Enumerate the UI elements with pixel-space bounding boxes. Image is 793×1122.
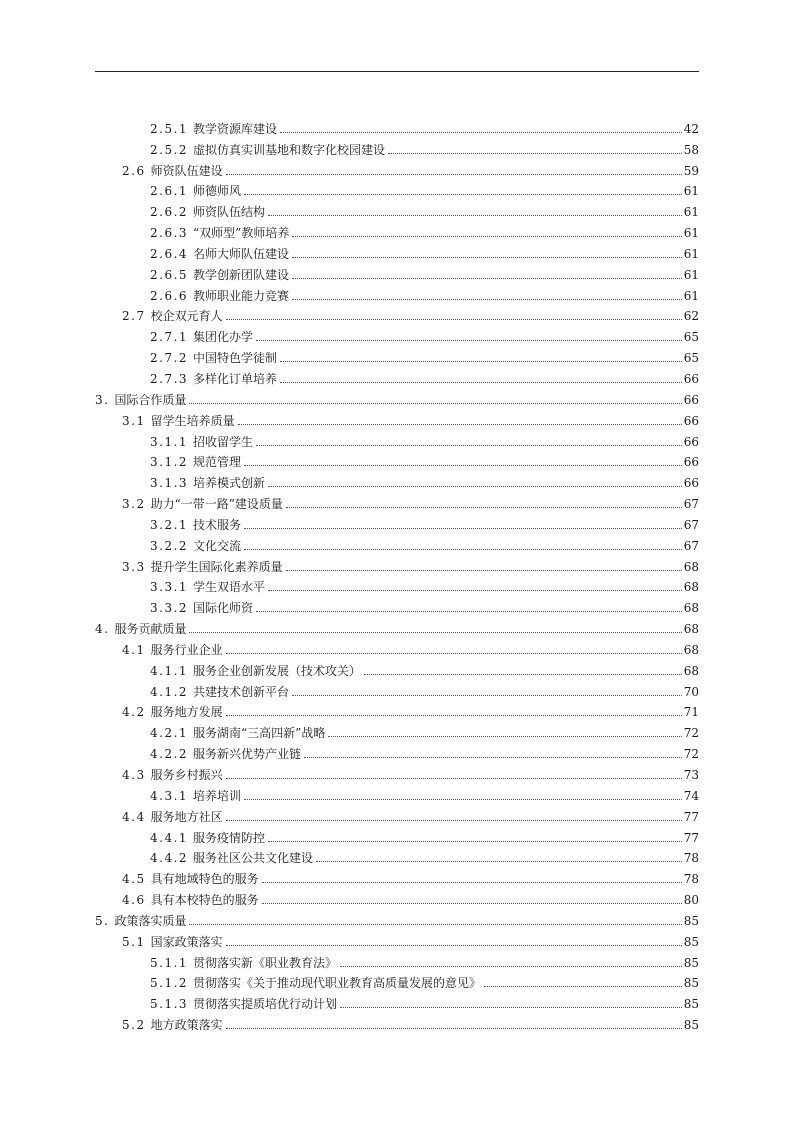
dot-leader (292, 299, 682, 300)
toc-entry[interactable] (95, 574, 699, 595)
toc-entry-text: 贯彻落实《关于推动现代职业教育高质量发展的意见》 (193, 976, 482, 991)
toc-entry-title (122, 705, 223, 719)
toc-entry-number: 5.1.1 (150, 955, 189, 970)
toc-entry-page: 85 (683, 1018, 699, 1033)
dot-leader (340, 1007, 682, 1008)
toc-entry[interactable] (95, 303, 699, 324)
toc-entry-page: 73 (683, 768, 699, 782)
toc-entry-number: 4.2.1 (150, 726, 189, 741)
toc-entry-page: 65 (683, 351, 699, 366)
toc-entry-title (150, 956, 337, 970)
toc-entry-text: 培养培训 (193, 788, 242, 803)
toc-entry-page: 68 (683, 663, 699, 678)
toc-entry-page: 78 (683, 851, 699, 866)
toc-entry-text: 教学创新团队建设 (193, 267, 290, 282)
toc-entry[interactable] (95, 845, 699, 866)
toc-entry-page: 68 (683, 622, 699, 637)
toc-entry-page: 61 (683, 226, 699, 241)
dot-leader (280, 382, 682, 383)
toc-entry-text: 培养模式创新 (193, 476, 266, 491)
toc-entry-text: 服务乡村振兴 (150, 768, 223, 782)
toc-entry-page: 70 (683, 684, 699, 699)
toc-entry-page: 61 (683, 205, 699, 220)
toc-entry-number: 5.1.3 (150, 997, 189, 1012)
toc-entry[interactable] (95, 824, 699, 845)
toc-entry-page: 74 (683, 788, 699, 803)
toc-entry-title (122, 768, 223, 782)
toc-entry-text: 虚拟仿真实训基地和数字化校园建设 (193, 142, 386, 157)
toc-entry[interactable] (95, 657, 699, 678)
toc-entry[interactable] (95, 344, 699, 365)
toc-entry-number: 3.2.1 (150, 517, 189, 532)
dot-leader (262, 903, 682, 904)
toc-entry-text: 多样化订单培养 (193, 371, 278, 386)
toc-entry-title (122, 414, 235, 428)
toc-entry[interactable] (95, 886, 699, 907)
toc-entry[interactable] (95, 865, 699, 886)
toc-entry-title (150, 372, 277, 386)
toc-entry-title (95, 393, 186, 407)
toc-entry-page: 61 (683, 267, 699, 282)
toc-entry[interactable] (95, 261, 699, 282)
toc-entry-title (150, 351, 277, 365)
toc-entry-page: 66 (683, 455, 699, 470)
toc-entry-text: 服务企业创新发展（技术攻关） (193, 663, 362, 678)
toc-entry-text: 具有地域特色的服务 (150, 872, 259, 887)
toc-entry-page: 85 (683, 913, 699, 928)
toc-entry-number: 4. (95, 622, 110, 637)
dot-leader (268, 590, 682, 591)
toc-entry-text: 中国特色学徒制 (193, 351, 278, 366)
dot-leader (226, 820, 682, 821)
toc-entry[interactable] (95, 615, 699, 636)
toc-entry-page: 66 (683, 371, 699, 386)
toc-entry-number: 4.6 (122, 893, 146, 908)
toc-entry-page: 58 (683, 142, 699, 157)
toc-entry-page: 42 (683, 121, 699, 136)
dot-leader (226, 1028, 682, 1029)
dot-leader (292, 257, 682, 258)
toc-entry-text: 服务地方发展 (150, 705, 223, 720)
toc-entry-number: 5.1 (122, 934, 146, 949)
toc-entry[interactable] (95, 761, 699, 782)
toc-entry[interactable] (95, 949, 699, 970)
toc-entry[interactable] (95, 532, 699, 553)
toc-entry[interactable] (95, 157, 699, 178)
toc-entry-number: 2.7.1 (150, 330, 189, 345)
toc-entry-number: 2.6.5 (150, 267, 189, 282)
toc-entry[interactable] (95, 990, 699, 1011)
toc-entry-number: 2.6.1 (150, 184, 189, 199)
dot-leader (244, 799, 682, 800)
toc-entry-text: 名师大师队伍建设 (193, 246, 290, 261)
toc-entry-title (150, 789, 241, 803)
toc-entry[interactable] (95, 699, 699, 720)
toc-entry-text: 服务新兴优势产业链 (193, 747, 302, 762)
toc-entry[interactable] (95, 803, 699, 824)
toc-entry-title (150, 143, 385, 157)
toc-entry-number: 4.5 (122, 872, 146, 887)
toc-entry[interactable] (95, 198, 699, 219)
toc-entry[interactable] (95, 428, 699, 449)
toc-entry-text: 贯彻落实提质培优行动计划 (193, 997, 338, 1012)
toc-entry-text: 服务行业企业 (150, 642, 223, 657)
toc-entry-number: 4.3 (122, 768, 146, 782)
toc-entry-number: 4.1 (122, 642, 146, 657)
dot-leader (226, 653, 682, 654)
toc-entry-title (150, 247, 289, 261)
toc-entry-page: 61 (683, 184, 699, 199)
toc-entry-number: 2.7.3 (150, 371, 189, 386)
toc-entry[interactable] (95, 782, 699, 803)
toc-entry-title (150, 747, 301, 761)
toc-entry-title (150, 226, 289, 240)
toc-entry[interactable] (95, 970, 699, 991)
toc-entry[interactable] (95, 386, 699, 407)
toc-entry-text: 提升学生国际化素养质量 (150, 559, 283, 574)
toc-entry-title (150, 539, 241, 553)
toc-entry-text: 校企双元育人 (150, 309, 223, 324)
toc-entry-title (122, 643, 223, 657)
toc-entry-text: 服务湖南“三高四新”战略 (193, 726, 326, 741)
toc-entry-text: 服务社区公共文化建设 (193, 851, 314, 866)
dot-leader (364, 674, 682, 675)
dot-leader (292, 278, 682, 279)
dot-leader (238, 424, 682, 425)
toc-entry[interactable] (95, 365, 699, 386)
toc-entry[interactable] (95, 928, 699, 949)
toc-entry-text: 国际合作质量 (114, 392, 187, 407)
toc-entry-number: 2.6 (122, 163, 146, 178)
toc-entry-title (150, 289, 289, 303)
toc-entry-title (122, 893, 259, 907)
toc-entry-text: 招收留学生 (193, 434, 254, 449)
dot-leader (292, 236, 681, 237)
toc-entry-text: 规范管理 (193, 455, 242, 470)
toc-entry-page: 61 (683, 288, 699, 303)
dot-leader (340, 966, 682, 967)
toc-entry-page: 66 (683, 392, 699, 407)
toc-entry-text: 服务贡献质量 (114, 622, 187, 637)
dot-leader (292, 695, 682, 696)
dot-leader (189, 924, 681, 925)
toc-entry-page: 77 (683, 809, 699, 824)
toc-entry-page: 67 (683, 517, 699, 532)
toc-entry[interactable] (95, 678, 699, 699)
toc-entry-text: 学生双语水平 (193, 580, 266, 595)
dot-leader (244, 549, 682, 550)
toc-entry-text: 服务疫情防控 (193, 830, 266, 845)
toc-entry-title (150, 580, 265, 594)
toc-entry-text: 留学生培养质量 (150, 413, 235, 428)
toc-entry[interactable] (95, 323, 699, 344)
toc-entry-number: 4.2.2 (150, 747, 189, 762)
toc-entry-page: 85 (683, 934, 699, 949)
toc-entry-title (122, 1018, 223, 1032)
dot-leader (256, 340, 682, 341)
toc-entry-text: 助力“一带一路”建设质量 (150, 497, 283, 512)
dot-leader (262, 882, 682, 883)
toc-entry-title (122, 560, 283, 574)
toc-entry-text: 教学资源库建设 (193, 121, 278, 136)
toc-entry-page: 66 (683, 413, 699, 428)
toc-entry-number: 4.4.1 (150, 830, 189, 845)
toc-entry-text: “双师型”教师培养 (193, 226, 290, 241)
toc-entry-title (150, 601, 253, 615)
dot-leader (484, 986, 682, 987)
toc-entry-number: 2.5.1 (150, 121, 189, 136)
toc-entry-page: 68 (683, 559, 699, 574)
toc-entry[interactable] (95, 282, 699, 303)
toc-entry-number: 4.4 (122, 809, 146, 824)
toc-entry[interactable] (95, 115, 699, 136)
toc-entry-page: 85 (683, 997, 699, 1012)
toc-entry[interactable] (95, 636, 699, 657)
toc-entry[interactable] (95, 740, 699, 761)
dot-leader (226, 715, 682, 716)
toc-entry-text: 师资队伍建设 (150, 163, 223, 178)
toc-entry-page: 85 (683, 955, 699, 970)
toc-entry-number: 3.1.3 (150, 476, 189, 491)
toc-entry[interactable] (95, 469, 699, 490)
dot-leader (268, 486, 682, 487)
toc-entry-page: 61 (683, 246, 699, 261)
dot-leader (280, 361, 682, 362)
toc-entry[interactable] (95, 219, 699, 240)
toc-entry-text: 文化交流 (193, 538, 242, 553)
toc-entry-number: 5.1.2 (150, 976, 189, 991)
dot-leader (286, 570, 682, 571)
toc-entry-page: 77 (683, 830, 699, 845)
toc-entry-title (95, 622, 186, 636)
toc-entry-page: 62 (683, 309, 699, 324)
toc-entry-page: 68 (683, 601, 699, 616)
toc-entry-text: 贯彻落实新《职业教育法》 (193, 955, 338, 970)
toc-entry-page: 59 (683, 163, 699, 178)
toc-entry-page: 68 (683, 642, 699, 657)
toc-entry-text: 服务地方社区 (150, 809, 223, 824)
toc-entry-text: 技术服务 (193, 517, 242, 532)
toc-entry-page: 66 (683, 434, 699, 449)
toc-entry-page: 72 (683, 747, 699, 762)
toc-entry-text: 国际化师资 (193, 601, 254, 616)
toc-entry-number: 2.7 (122, 309, 146, 324)
dot-leader (256, 611, 682, 612)
dot-leader (189, 632, 681, 633)
toc-entry-title (122, 935, 223, 949)
toc-entry-number: 5.2 (122, 1018, 146, 1033)
toc-entry-number: 2.6.4 (150, 246, 189, 261)
toc-entry-title (150, 184, 241, 198)
table-of-contents (95, 115, 699, 1032)
toc-entry-number: 2.7.2 (150, 351, 189, 366)
dot-leader (268, 841, 682, 842)
toc-entry-number: 2.5.2 (150, 142, 189, 157)
toc-entry-text: 政策落实质量 (114, 913, 187, 928)
dot-leader (268, 215, 682, 216)
toc-entry-text: 地方政策落实 (150, 1018, 223, 1033)
toc-entry-number: 3.1.1 (150, 434, 189, 449)
toc-entry-title (150, 205, 265, 219)
toc-entry-number: 4.4.2 (150, 851, 189, 866)
dot-leader (328, 736, 681, 737)
toc-entry-page: 80 (683, 893, 699, 908)
toc-entry[interactable] (95, 136, 699, 157)
dot-leader (189, 403, 681, 404)
toc-entry-number: 3.2 (122, 497, 146, 512)
dot-leader (280, 132, 682, 133)
toc-entry-title (150, 330, 253, 344)
toc-entry-number: 4.1.2 (150, 684, 189, 699)
toc-entry-title (122, 164, 223, 178)
toc-entry-text: 教师职业能力竞赛 (193, 288, 290, 303)
dot-leader (226, 174, 682, 175)
header-rule (95, 71, 699, 72)
toc-entry[interactable] (95, 178, 699, 199)
toc-entry-text: 师德师风 (193, 184, 242, 199)
toc-entry[interactable] (95, 449, 699, 470)
toc-entry-title (95, 914, 186, 928)
toc-entry-page: 67 (683, 497, 699, 512)
dot-leader (226, 319, 682, 320)
toc-entry-title (150, 976, 481, 990)
dot-leader (316, 861, 682, 862)
toc-entry-page: 68 (683, 580, 699, 595)
toc-entry-title (150, 476, 265, 490)
toc-entry-text: 具有本校特色的服务 (150, 893, 259, 908)
toc-entry-title (150, 726, 325, 740)
toc-entry-title (122, 309, 223, 323)
toc-entry-number: 3.3.2 (150, 601, 189, 616)
toc-entry-title (150, 268, 289, 282)
toc-entry-title (150, 518, 241, 532)
toc-entry-title (150, 435, 253, 449)
toc-entry-title (150, 664, 361, 678)
toc-entry-page: 67 (683, 538, 699, 553)
toc-entry-page: 66 (683, 476, 699, 491)
toc-entry-number: 5. (95, 913, 110, 928)
toc-entry-page: 65 (683, 330, 699, 345)
toc-entry[interactable] (95, 1011, 699, 1032)
dot-leader (226, 945, 682, 946)
toc-entry-number: 2.6.2 (150, 205, 189, 220)
dot-leader (244, 528, 682, 529)
toc-entry[interactable] (95, 594, 699, 615)
toc-entry-page: 71 (683, 705, 699, 720)
toc-entry-number: 3.3.1 (150, 580, 189, 595)
toc-entry-number: 3.2.2 (150, 538, 189, 553)
dot-leader (244, 194, 682, 195)
toc-entry-title (150, 997, 337, 1011)
dot-leader (226, 778, 682, 779)
toc-entry-number: 4.2 (122, 705, 146, 720)
toc-entry-title (150, 831, 265, 845)
toc-entry[interactable] (95, 490, 699, 511)
dot-leader (388, 153, 682, 154)
toc-entry-number: 3. (95, 392, 110, 407)
toc-entry-number: 3.1.2 (150, 455, 189, 470)
toc-entry-page: 72 (683, 726, 699, 741)
toc-entry-text: 共建技术创新平台 (193, 684, 290, 699)
dot-leader (256, 445, 682, 446)
toc-entry-text: 师资队伍结构 (193, 205, 266, 220)
toc-entry-number: 3.3 (122, 559, 146, 574)
toc-entry-number: 4.1.1 (150, 663, 189, 678)
dot-leader (244, 465, 682, 466)
toc-entry-page: 85 (683, 976, 699, 991)
toc-entry[interactable] (95, 719, 699, 740)
toc-entry-title (150, 685, 289, 699)
toc-entry-number: 4.3.1 (150, 788, 189, 803)
dot-leader (304, 757, 682, 758)
toc-entry-text: 国家政策落实 (150, 934, 223, 949)
toc-entry-title (122, 497, 283, 511)
toc-entry-title (150, 851, 313, 865)
toc-entry[interactable] (95, 240, 699, 261)
toc-entry-text: 集团化办学 (193, 330, 254, 345)
toc-entry-number: 2.6.3 (150, 226, 189, 241)
toc-entry-page: 78 (683, 872, 699, 887)
toc-entry-title (122, 810, 223, 824)
toc-entry-title (150, 455, 241, 469)
dot-leader (286, 507, 682, 508)
toc-entry[interactable] (95, 907, 699, 928)
toc-entry-title (122, 872, 259, 886)
toc-entry[interactable] (95, 407, 699, 428)
toc-entry[interactable] (95, 553, 699, 574)
toc-entry[interactable] (95, 511, 699, 532)
toc-entry-title (150, 122, 277, 136)
toc-entry-number: 3.1 (122, 413, 146, 428)
toc-entry-number: 2.6.6 (150, 288, 189, 303)
